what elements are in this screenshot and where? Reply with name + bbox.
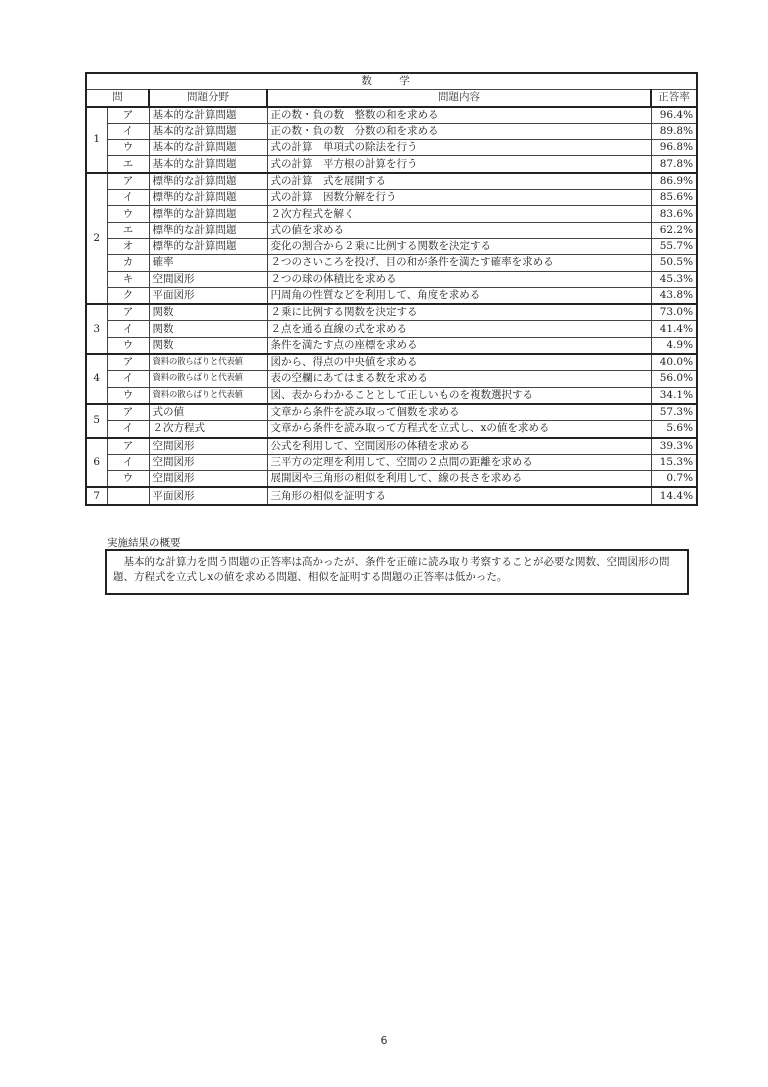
question-content: 式の計算 平方根の計算を行う [267,156,651,173]
question-field: 関数 [149,321,267,337]
correct-rate: 43.8% [651,287,697,304]
question-field: 平面図形 [149,487,267,504]
table-row [86,255,697,271]
table-row [86,222,697,238]
sub-question: イ [107,190,149,206]
correct-rate: 14.4% [651,487,697,504]
question-content: ２つの球の体積比を求める [267,271,651,287]
correct-rate: 15.3% [651,454,697,470]
summary-text: 基本的な計算力を問う問題の正答率は高かったが、条件を正確に読み取り考察することが必要な関数、空間図形の問題、方程式を立式しxの値を求める問題、相似を証明する問題の正答率は低かった。 [113,556,670,583]
header-question: 問 [86,90,149,107]
summary-label: 実施結果の概要 [107,537,181,549]
table-row [86,337,697,354]
sub-question: イ [107,421,149,438]
question-content: 図、表からわかることとして正しいものを複数選択する [267,387,651,404]
question-field: 基本的な計算問題 [149,140,267,156]
question-content: 文章から条件を読み取って方程式を立式し、xの値を求める [267,421,651,438]
question-field: 資料の散らばりと代表値 [149,371,267,387]
math-results-table [85,72,698,506]
correct-rate: 0.7% [651,471,697,488]
table-row [86,206,697,222]
question-content: 変化の割合から２乗に比例する関数を決定する [267,238,651,254]
sub-question: カ [107,255,149,271]
correct-rate: 83.6% [651,206,697,222]
correct-rate: 34.1% [651,387,697,404]
page-number: 6 [380,1034,388,1047]
question-field: 式の値 [149,404,267,421]
sub-question: ア [107,173,149,190]
question-number: 1 [86,107,107,173]
correct-rate: 41.4% [651,321,697,337]
summary-box [105,549,689,595]
question-field: 基本的な計算問題 [149,156,267,173]
question-content: 三平方の定理を利用して、空間の２点間の距離を求める [267,454,651,470]
table-row [86,107,697,124]
question-content: 文章から条件を読み取って個数を求める [267,404,651,421]
correct-rate: 73.0% [651,304,697,321]
table-row [86,471,697,488]
sub-question [107,487,149,504]
table-row [86,190,697,206]
table-row [86,271,697,287]
correct-rate: 55.7% [651,238,697,254]
table-row [86,140,697,156]
table-row [86,354,697,371]
question-field: 標準的な計算問題 [149,238,267,254]
sub-question: ク [107,287,149,304]
correct-rate: 5.6% [651,421,697,438]
table-row [86,173,697,190]
correct-rate: 39.3% [651,438,697,455]
sub-question: ウ [107,337,149,354]
question-field: ２次方程式 [149,421,267,438]
table-body [86,107,697,505]
table-title: 数 学 [86,73,697,90]
question-field: 標準的な計算問題 [149,190,267,206]
question-field: 資料の散らばりと代表値 [149,354,267,371]
sub-question: ア [107,354,149,371]
question-field: 資料の散らばりと代表値 [149,387,267,404]
sub-question: キ [107,271,149,287]
question-content: 三角形の相似を証明する [267,487,651,504]
sub-question: イ [107,321,149,337]
question-field: 平面図形 [149,287,267,304]
table-row [86,454,697,470]
sub-question: ウ [107,387,149,404]
sub-question: ウ [107,206,149,222]
question-number: 3 [86,304,107,354]
question-content: 式の計算 式を展開する [267,173,651,190]
correct-rate: 96.8% [651,140,697,156]
sub-question: オ [107,238,149,254]
table-row [86,287,697,304]
sub-question: ウ [107,471,149,488]
question-field: 標準的な計算問題 [149,222,267,238]
question-content: 式の値を求める [267,222,651,238]
question-number: 5 [86,404,107,438]
question-field: 標準的な計算問題 [149,206,267,222]
question-field: 関数 [149,337,267,354]
question-content: 展開図や三角形の相似を利用して、線の長さを求める [267,471,651,488]
question-content: ２乗に比例する関数を決定する [267,304,651,321]
sub-question: ア [107,438,149,455]
header-field: 問題分野 [149,90,267,107]
table-row [86,387,697,404]
sub-question: エ [107,222,149,238]
correct-rate: 56.0% [651,371,697,387]
question-content: 表の空欄にあてはまる数を求める [267,371,651,387]
header-rate: 正答率 [651,90,697,107]
question-field: 空間図形 [149,271,267,287]
question-content: 公式を利用して、空間図形の体積を求める [267,438,651,455]
question-field: 基本的な計算問題 [149,123,267,139]
question-number: 6 [86,438,107,488]
correct-rate: 87.8% [651,156,697,173]
sub-question: イ [107,371,149,387]
table-row [86,238,697,254]
question-field: 基本的な計算問題 [149,107,267,124]
question-field: 関数 [149,304,267,321]
question-content: ２次方程式を解く [267,206,651,222]
question-content: ２点を通る直線の式を求める [267,321,651,337]
table-row [86,304,697,321]
correct-rate: 4.9% [651,337,697,354]
table-row [86,156,697,173]
sub-question: イ [107,454,149,470]
sub-question: イ [107,123,149,139]
correct-rate: 89.8% [651,123,697,139]
question-content: ２つのさいころを投げ、目の和が条件を満たす確率を求める [267,255,651,271]
question-field: 空間図形 [149,471,267,488]
correct-rate: 96.4% [651,107,697,124]
question-content: 円周角の性質などを利用して、角度を求める [267,287,651,304]
table-row [86,487,697,504]
question-field: 空間図形 [149,454,267,470]
question-field: 空間図形 [149,438,267,455]
question-number: 4 [86,354,107,404]
question-number: 7 [86,487,107,504]
question-content: 正の数・負の数 分数の和を求める [267,123,651,139]
correct-rate: 86.9% [651,173,697,190]
correct-rate: 50.5% [651,255,697,271]
correct-rate: 62.2% [651,222,697,238]
correct-rate: 40.0% [651,354,697,371]
table-row [86,438,697,455]
question-content: 正の数・負の数 整数の和を求める [267,107,651,124]
question-number: 2 [86,173,107,304]
sub-question: ウ [107,140,149,156]
question-content: 式の計算 単項式の除法を行う [267,140,651,156]
correct-rate: 85.6% [651,190,697,206]
table-row [86,321,697,337]
correct-rate: 45.3% [651,271,697,287]
question-content: 式の計算 因数分解を行う [267,190,651,206]
table-row [86,404,697,421]
sub-question: エ [107,156,149,173]
correct-rate: 57.3% [651,404,697,421]
table-row [86,371,697,387]
sub-question: ア [107,304,149,321]
question-field: 確率 [149,255,267,271]
header-content: 問題内容 [267,90,651,107]
sub-question: ア [107,107,149,124]
question-content: 条件を満たす点の座標を求める [267,337,651,354]
question-field: 標準的な計算問題 [149,173,267,190]
sub-question: ア [107,404,149,421]
question-content: 図から、得点の中央値を求める [267,354,651,371]
table-row [86,123,697,139]
table-row [86,421,697,438]
